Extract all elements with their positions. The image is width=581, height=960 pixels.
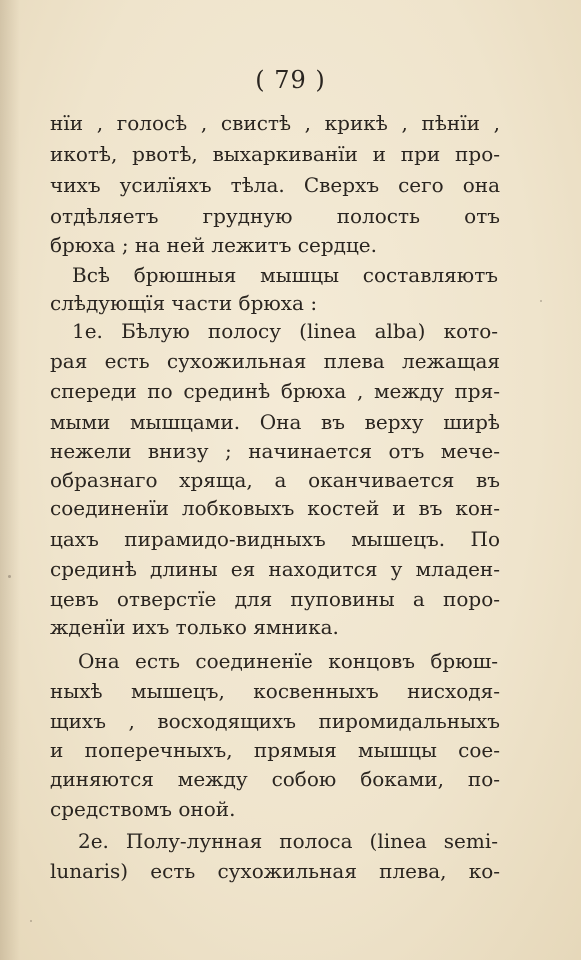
text-line: слѣдующїя части брюха : — [50, 291, 318, 315]
text-line: соединенїи лобковыхъ костей и въ кон- — [50, 496, 500, 520]
text-line: lunaris) есть сухожильная плева, ко- — [50, 859, 500, 883]
text-line: щихъ , восходящихъ пиромидальныхъ — [50, 709, 500, 733]
page-number: ( 79 ) — [255, 66, 326, 94]
text-line: нїи , голосѣ , свистѣ , крикѣ , пѣнїи , — [50, 111, 500, 135]
text-line: икотѣ, рвотѣ, выхаркиванїи и при про- — [50, 142, 500, 166]
paper-speck — [8, 575, 11, 578]
text-line: спереди по срединѣ брюха , между пря- — [50, 379, 500, 403]
text-line: цахъ пирамидо-видныхъ мышецъ. По — [50, 527, 500, 551]
list-item-first-line: 2е. Полу-лунная полоса (linea semi- — [78, 829, 498, 853]
text-line: брюха ; на ней лежитъ сердце. — [50, 233, 378, 257]
text-line: отдѣляетъ грудную полость отъ — [50, 204, 500, 228]
text-line: жденїи ихъ только ямника. — [50, 615, 339, 639]
paragraph-first-line: Она есть соединенїе концовъ брюш- — [78, 649, 498, 673]
paper-speck — [30, 920, 32, 922]
text-line: ныхѣ мышецъ, косвенныхъ нисходя- — [50, 679, 500, 703]
list-item-first-line: 1е. Бѣлую полосу (linea alba) кото- — [72, 319, 498, 343]
text-line: диняются между собою боками, по- — [50, 767, 500, 791]
text-line: мыми мышцами. Она въ верху ширѣ — [50, 410, 500, 434]
text-line: и поперечныхъ, прямыя мышцы сое- — [50, 738, 500, 762]
text-line: срединѣ длины ея находится у младен- — [50, 557, 500, 581]
text-line: цевъ отверстїе для пуповины а поро- — [50, 587, 500, 611]
paper-speck — [540, 300, 542, 302]
text-line: нежели внизу ; начинается отъ мече- — [50, 439, 500, 463]
paragraph-first-line: Всѣ брюшныя мышцы составляютъ — [72, 263, 498, 287]
text-line: образнаго хряща, а оканчивается въ — [50, 468, 500, 492]
page-edge-shadow — [0, 0, 20, 960]
text-line: чихъ усилїяхъ тѣла. Сверхъ сего она — [50, 173, 500, 197]
text-line: рая есть сухожильная плева лежащая — [50, 349, 500, 373]
text-line: средствомъ оной. — [50, 797, 236, 821]
